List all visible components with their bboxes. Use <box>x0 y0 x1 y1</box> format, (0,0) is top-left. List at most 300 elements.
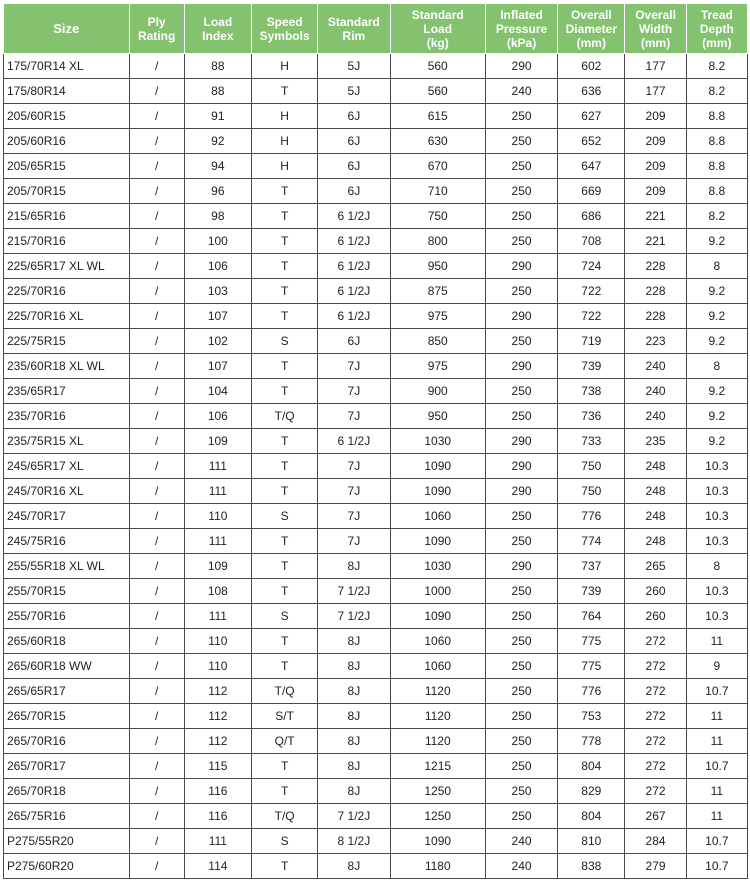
cell-tread-depth: 9.2 <box>686 379 747 404</box>
cell-overall-diameter: 652 <box>558 129 625 154</box>
cell-standard-load: 975 <box>390 354 485 379</box>
cell-ply-rating: / <box>129 379 184 404</box>
cell-standard-load: 875 <box>390 279 485 304</box>
cell-ply-rating: / <box>129 154 184 179</box>
cell-size: 265/65R17 <box>4 679 130 704</box>
cell-tread-depth: 10.7 <box>686 679 747 704</box>
cell-overall-width: 248 <box>625 454 686 479</box>
cell-standard-rim: 7J <box>318 504 390 529</box>
cell-overall-diameter: 724 <box>558 254 625 279</box>
cell-ply-rating: / <box>129 504 184 529</box>
cell-ply-rating: / <box>129 479 184 504</box>
cell-ply-rating: / <box>129 279 184 304</box>
cell-speed-symbol: T <box>251 279 317 304</box>
cell-load-index: 116 <box>184 804 251 829</box>
cell-tread-depth: 9.2 <box>686 429 747 454</box>
cell-size: 225/70R16 <box>4 279 130 304</box>
cell-load-index: 106 <box>184 404 251 429</box>
cell-load-index: 110 <box>184 654 251 679</box>
cell-size: 205/60R16 <box>4 129 130 154</box>
cell-speed-symbol: T/Q <box>251 679 317 704</box>
cell-size: P275/60R20 <box>4 854 130 879</box>
table-row <box>4 404 748 429</box>
cell-ply-rating: / <box>129 604 184 629</box>
table-row <box>4 804 748 829</box>
cell-tread-depth: 9.2 <box>686 279 747 304</box>
cell-standard-rim: 6 1/2J <box>318 229 390 254</box>
cell-overall-width: 284 <box>625 829 686 854</box>
cell-ply-rating: / <box>129 829 184 854</box>
cell-size: 265/70R15 <box>4 704 130 729</box>
cell-size: 265/60R18 WW <box>4 654 130 679</box>
cell-size: 265/60R18 <box>4 629 130 654</box>
header-row <box>4 4 748 54</box>
cell-overall-width: 209 <box>625 154 686 179</box>
cell-overall-width: 248 <box>625 479 686 504</box>
table-row <box>4 679 748 704</box>
cell-speed-symbol: T <box>251 754 317 779</box>
cell-overall-diameter: 804 <box>558 754 625 779</box>
cell-speed-symbol: T <box>251 354 317 379</box>
cell-load-index: 111 <box>184 829 251 854</box>
cell-overall-width: 221 <box>625 229 686 254</box>
cell-overall-width: 260 <box>625 604 686 629</box>
cell-speed-symbol: H <box>251 54 317 79</box>
cell-overall-width: 272 <box>625 654 686 679</box>
cell-speed-symbol: T <box>251 304 317 329</box>
cell-speed-symbol: Q/T <box>251 729 317 754</box>
cell-speed-symbol: T/Q <box>251 404 317 429</box>
cell-standard-rim: 8J <box>318 779 390 804</box>
cell-tread-depth: 11 <box>686 729 747 754</box>
table-row <box>4 429 748 454</box>
cell-tread-depth: 8.8 <box>686 154 747 179</box>
cell-standard-rim: 7J <box>318 479 390 504</box>
cell-load-index: 112 <box>184 729 251 754</box>
cell-inflated-pressure: 250 <box>485 779 557 804</box>
cell-overall-width: 260 <box>625 579 686 604</box>
cell-inflated-pressure: 250 <box>485 379 557 404</box>
cell-speed-symbol: S/T <box>251 704 317 729</box>
cell-tread-depth: 11 <box>686 629 747 654</box>
cell-overall-diameter: 774 <box>558 529 625 554</box>
cell-ply-rating: / <box>129 79 184 104</box>
cell-standard-load: 630 <box>390 129 485 154</box>
cell-tread-depth: 10.3 <box>686 479 747 504</box>
cell-load-index: 112 <box>184 679 251 704</box>
cell-standard-load: 1120 <box>390 704 485 729</box>
cell-load-index: 112 <box>184 704 251 729</box>
cell-standard-rim: 6 1/2J <box>318 279 390 304</box>
cell-size: 235/60R18 XL WL <box>4 354 130 379</box>
cell-overall-width: 228 <box>625 304 686 329</box>
cell-size: 265/70R16 <box>4 729 130 754</box>
header-ply-rating: Ply Rating <box>129 4 184 54</box>
cell-tread-depth: 10.3 <box>686 454 747 479</box>
cell-overall-diameter: 739 <box>558 579 625 604</box>
cell-standard-rim: 7J <box>318 354 390 379</box>
cell-standard-load: 1215 <box>390 754 485 779</box>
cell-standard-rim: 8 1/2J <box>318 829 390 854</box>
table-row <box>4 479 748 504</box>
cell-standard-load: 1030 <box>390 429 485 454</box>
cell-ply-rating: / <box>129 129 184 154</box>
table-row <box>4 204 748 229</box>
cell-load-index: 104 <box>184 379 251 404</box>
cell-ply-rating: / <box>129 529 184 554</box>
cell-standard-load: 1090 <box>390 829 485 854</box>
cell-load-index: 91 <box>184 104 251 129</box>
cell-standard-rim: 7J <box>318 529 390 554</box>
cell-load-index: 108 <box>184 579 251 604</box>
cell-overall-width: 272 <box>625 754 686 779</box>
cell-ply-rating: / <box>129 104 184 129</box>
cell-tread-depth: 9.2 <box>686 229 747 254</box>
cell-tread-depth: 10.3 <box>686 529 747 554</box>
cell-size: 215/65R16 <box>4 204 130 229</box>
cell-load-index: 94 <box>184 154 251 179</box>
cell-standard-load: 670 <box>390 154 485 179</box>
cell-standard-load: 950 <box>390 254 485 279</box>
cell-overall-width: 228 <box>625 254 686 279</box>
cell-speed-symbol: T <box>251 654 317 679</box>
cell-speed-symbol: T <box>251 479 317 504</box>
cell-speed-symbol: T <box>251 254 317 279</box>
cell-overall-diameter: 669 <box>558 179 625 204</box>
cell-standard-rim: 6J <box>318 329 390 354</box>
cell-standard-load: 560 <box>390 79 485 104</box>
cell-load-index: 102 <box>184 329 251 354</box>
cell-overall-diameter: 736 <box>558 404 625 429</box>
cell-overall-width: 240 <box>625 404 686 429</box>
table-row <box>4 154 748 179</box>
table-row <box>4 654 748 679</box>
cell-inflated-pressure: 240 <box>485 854 557 879</box>
cell-overall-width: 248 <box>625 529 686 554</box>
tire-spec-table-container <box>3 3 748 879</box>
cell-standard-load: 710 <box>390 179 485 204</box>
cell-size: 225/75R15 <box>4 329 130 354</box>
cell-standard-rim: 7 1/2J <box>318 579 390 604</box>
table-row <box>4 729 748 754</box>
cell-overall-width: 265 <box>625 554 686 579</box>
cell-standard-load: 1180 <box>390 854 485 879</box>
cell-tread-depth: 9.2 <box>686 329 747 354</box>
cell-overall-diameter: 708 <box>558 229 625 254</box>
table-body <box>4 54 748 879</box>
cell-load-index: 88 <box>184 54 251 79</box>
cell-inflated-pressure: 250 <box>485 179 557 204</box>
cell-tread-depth: 8.8 <box>686 129 747 154</box>
cell-inflated-pressure: 250 <box>485 104 557 129</box>
table-row <box>4 704 748 729</box>
cell-overall-diameter: 778 <box>558 729 625 754</box>
cell-standard-rim: 8J <box>318 704 390 729</box>
cell-size: 205/60R15 <box>4 104 130 129</box>
cell-tread-depth: 8.8 <box>686 104 747 129</box>
cell-standard-load: 1090 <box>390 454 485 479</box>
cell-overall-width: 240 <box>625 354 686 379</box>
cell-overall-diameter: 750 <box>558 454 625 479</box>
cell-tread-depth: 8.8 <box>686 179 747 204</box>
table-row <box>4 54 748 79</box>
cell-ply-rating: / <box>129 204 184 229</box>
cell-inflated-pressure: 290 <box>485 354 557 379</box>
cell-size: 255/70R15 <box>4 579 130 604</box>
cell-overall-diameter: 838 <box>558 854 625 879</box>
cell-inflated-pressure: 250 <box>485 804 557 829</box>
cell-load-index: 110 <box>184 629 251 654</box>
cell-size: 175/70R14 XL <box>4 54 130 79</box>
cell-ply-rating: / <box>129 779 184 804</box>
table-row <box>4 254 748 279</box>
cell-ply-rating: / <box>129 329 184 354</box>
cell-standard-load: 1060 <box>390 629 485 654</box>
cell-standard-rim: 8J <box>318 754 390 779</box>
cell-inflated-pressure: 250 <box>485 504 557 529</box>
cell-standard-rim: 6J <box>318 104 390 129</box>
cell-ply-rating: / <box>129 804 184 829</box>
cell-standard-rim: 8J <box>318 729 390 754</box>
cell-inflated-pressure: 250 <box>485 704 557 729</box>
cell-inflated-pressure: 290 <box>485 454 557 479</box>
cell-ply-rating: / <box>129 704 184 729</box>
cell-inflated-pressure: 250 <box>485 404 557 429</box>
cell-overall-width: 272 <box>625 704 686 729</box>
cell-size: 245/70R16 XL <box>4 479 130 504</box>
cell-load-index: 111 <box>184 529 251 554</box>
cell-standard-rim: 7 1/2J <box>318 804 390 829</box>
cell-tread-depth: 9.2 <box>686 404 747 429</box>
cell-standard-rim: 8J <box>318 554 390 579</box>
cell-inflated-pressure: 250 <box>485 654 557 679</box>
cell-standard-load: 1250 <box>390 804 485 829</box>
cell-standard-rim: 8J <box>318 629 390 654</box>
cell-load-index: 107 <box>184 354 251 379</box>
cell-size: 245/75R16 <box>4 529 130 554</box>
cell-ply-rating: / <box>129 429 184 454</box>
cell-load-index: 98 <box>184 204 251 229</box>
cell-ply-rating: / <box>129 679 184 704</box>
table-row <box>4 454 748 479</box>
table-row <box>4 529 748 554</box>
cell-standard-load: 1030 <box>390 554 485 579</box>
cell-standard-rim: 8J <box>318 854 390 879</box>
cell-inflated-pressure: 290 <box>485 304 557 329</box>
table-row <box>4 854 748 879</box>
cell-standard-rim: 6 1/2J <box>318 204 390 229</box>
table-row <box>4 504 748 529</box>
cell-inflated-pressure: 250 <box>485 604 557 629</box>
cell-inflated-pressure: 250 <box>485 129 557 154</box>
cell-inflated-pressure: 250 <box>485 229 557 254</box>
cell-inflated-pressure: 240 <box>485 79 557 104</box>
cell-standard-load: 1250 <box>390 779 485 804</box>
cell-inflated-pressure: 250 <box>485 579 557 604</box>
cell-size: 255/70R16 <box>4 604 130 629</box>
cell-speed-symbol: T <box>251 529 317 554</box>
cell-size: 245/70R17 <box>4 504 130 529</box>
cell-overall-width: 228 <box>625 279 686 304</box>
cell-overall-diameter: 810 <box>558 829 625 854</box>
cell-inflated-pressure: 250 <box>485 204 557 229</box>
cell-standard-load: 900 <box>390 379 485 404</box>
cell-standard-load: 975 <box>390 304 485 329</box>
cell-overall-diameter: 738 <box>558 379 625 404</box>
cell-inflated-pressure: 250 <box>485 754 557 779</box>
cell-tread-depth: 11 <box>686 704 747 729</box>
cell-inflated-pressure: 250 <box>485 629 557 654</box>
table-row <box>4 604 748 629</box>
cell-ply-rating: / <box>129 854 184 879</box>
cell-standard-rim: 6J <box>318 154 390 179</box>
cell-speed-symbol: T <box>251 554 317 579</box>
cell-load-index: 96 <box>184 179 251 204</box>
cell-standard-load: 800 <box>390 229 485 254</box>
cell-load-index: 100 <box>184 229 251 254</box>
cell-speed-symbol: T/Q <box>251 804 317 829</box>
cell-size: 255/55R18 XL WL <box>4 554 130 579</box>
cell-tread-depth: 10.7 <box>686 829 747 854</box>
cell-overall-diameter: 776 <box>558 679 625 704</box>
cell-standard-load: 850 <box>390 329 485 354</box>
table-row <box>4 279 748 304</box>
cell-size: 235/75R15 XL <box>4 429 130 454</box>
cell-overall-diameter: 722 <box>558 304 625 329</box>
table-row <box>4 829 748 854</box>
cell-inflated-pressure: 250 <box>485 729 557 754</box>
cell-overall-diameter: 776 <box>558 504 625 529</box>
cell-load-index: 106 <box>184 254 251 279</box>
cell-overall-diameter: 647 <box>558 154 625 179</box>
cell-overall-width: 272 <box>625 779 686 804</box>
cell-overall-width: 209 <box>625 179 686 204</box>
cell-load-index: 110 <box>184 504 251 529</box>
cell-overall-diameter: 804 <box>558 804 625 829</box>
header-standard-load: Standard Load (kg) <box>390 4 485 54</box>
cell-overall-diameter: 829 <box>558 779 625 804</box>
cell-size: 215/70R16 <box>4 229 130 254</box>
cell-standard-rim: 7J <box>318 379 390 404</box>
cell-tread-depth: 8.2 <box>686 204 747 229</box>
cell-standard-rim: 6J <box>318 129 390 154</box>
cell-ply-rating: / <box>129 179 184 204</box>
cell-speed-symbol: T <box>251 79 317 104</box>
cell-tread-depth: 11 <box>686 804 747 829</box>
cell-overall-width: 177 <box>625 54 686 79</box>
cell-load-index: 88 <box>184 79 251 104</box>
header-load-index: Load Index <box>184 4 251 54</box>
cell-tread-depth: 8 <box>686 554 747 579</box>
cell-overall-width: 267 <box>625 804 686 829</box>
cell-tread-depth: 10.7 <box>686 854 747 879</box>
cell-load-index: 109 <box>184 554 251 579</box>
cell-inflated-pressure: 250 <box>485 329 557 354</box>
cell-standard-load: 1120 <box>390 679 485 704</box>
table-row <box>4 754 748 779</box>
table-row <box>4 79 748 104</box>
cell-ply-rating: / <box>129 54 184 79</box>
cell-size: 175/80R14 <box>4 79 130 104</box>
cell-speed-symbol: S <box>251 504 317 529</box>
tire-spec-table <box>3 3 748 879</box>
cell-standard-load: 1120 <box>390 729 485 754</box>
cell-tread-depth: 9 <box>686 654 747 679</box>
cell-standard-rim: 7J <box>318 454 390 479</box>
cell-tread-depth: 8 <box>686 254 747 279</box>
cell-standard-rim: 6 1/2J <box>318 304 390 329</box>
cell-size: 265/70R18 <box>4 779 130 804</box>
cell-ply-rating: / <box>129 729 184 754</box>
cell-inflated-pressure: 290 <box>485 429 557 454</box>
cell-size: 225/65R17 XL WL <box>4 254 130 279</box>
cell-standard-rim: 5J <box>318 79 390 104</box>
cell-inflated-pressure: 290 <box>485 479 557 504</box>
table-row <box>4 329 748 354</box>
cell-inflated-pressure: 250 <box>485 529 557 554</box>
table-row <box>4 304 748 329</box>
cell-ply-rating: / <box>129 404 184 429</box>
cell-overall-diameter: 686 <box>558 204 625 229</box>
cell-standard-load: 1090 <box>390 479 485 504</box>
cell-load-index: 111 <box>184 479 251 504</box>
cell-overall-diameter: 636 <box>558 79 625 104</box>
cell-size: 205/65R15 <box>4 154 130 179</box>
cell-standard-load: 1090 <box>390 604 485 629</box>
cell-speed-symbol: S <box>251 329 317 354</box>
cell-ply-rating: / <box>129 254 184 279</box>
cell-speed-symbol: T <box>251 204 317 229</box>
cell-inflated-pressure: 250 <box>485 154 557 179</box>
table-row <box>4 229 748 254</box>
cell-speed-symbol: T <box>251 229 317 254</box>
cell-tread-depth: 8.2 <box>686 54 747 79</box>
cell-load-index: 111 <box>184 604 251 629</box>
cell-inflated-pressure: 250 <box>485 679 557 704</box>
cell-overall-diameter: 722 <box>558 279 625 304</box>
cell-standard-load: 750 <box>390 204 485 229</box>
cell-standard-load: 615 <box>390 104 485 129</box>
cell-size: 265/75R16 <box>4 804 130 829</box>
cell-size: 265/70R17 <box>4 754 130 779</box>
cell-overall-width: 272 <box>625 679 686 704</box>
cell-overall-width: 272 <box>625 629 686 654</box>
cell-tread-depth: 10.7 <box>686 754 747 779</box>
table-row <box>4 379 748 404</box>
table-row <box>4 579 748 604</box>
cell-overall-diameter: 627 <box>558 104 625 129</box>
cell-standard-rim: 6 1/2J <box>318 254 390 279</box>
cell-inflated-pressure: 290 <box>485 54 557 79</box>
cell-standard-rim: 6 1/2J <box>318 429 390 454</box>
cell-load-index: 115 <box>184 754 251 779</box>
cell-overall-diameter: 753 <box>558 704 625 729</box>
cell-load-index: 111 <box>184 454 251 479</box>
cell-inflated-pressure: 240 <box>485 829 557 854</box>
cell-overall-width: 221 <box>625 204 686 229</box>
cell-speed-symbol: T <box>251 779 317 804</box>
cell-inflated-pressure: 290 <box>485 254 557 279</box>
header-overall-diameter: Overall Diameter (mm) <box>558 4 625 54</box>
cell-speed-symbol: T <box>251 179 317 204</box>
cell-tread-depth: 10.3 <box>686 604 747 629</box>
cell-overall-diameter: 764 <box>558 604 625 629</box>
cell-overall-diameter: 719 <box>558 329 625 354</box>
cell-inflated-pressure: 290 <box>485 554 557 579</box>
cell-overall-width: 235 <box>625 429 686 454</box>
cell-ply-rating: / <box>129 654 184 679</box>
cell-size: 225/70R16 XL <box>4 304 130 329</box>
